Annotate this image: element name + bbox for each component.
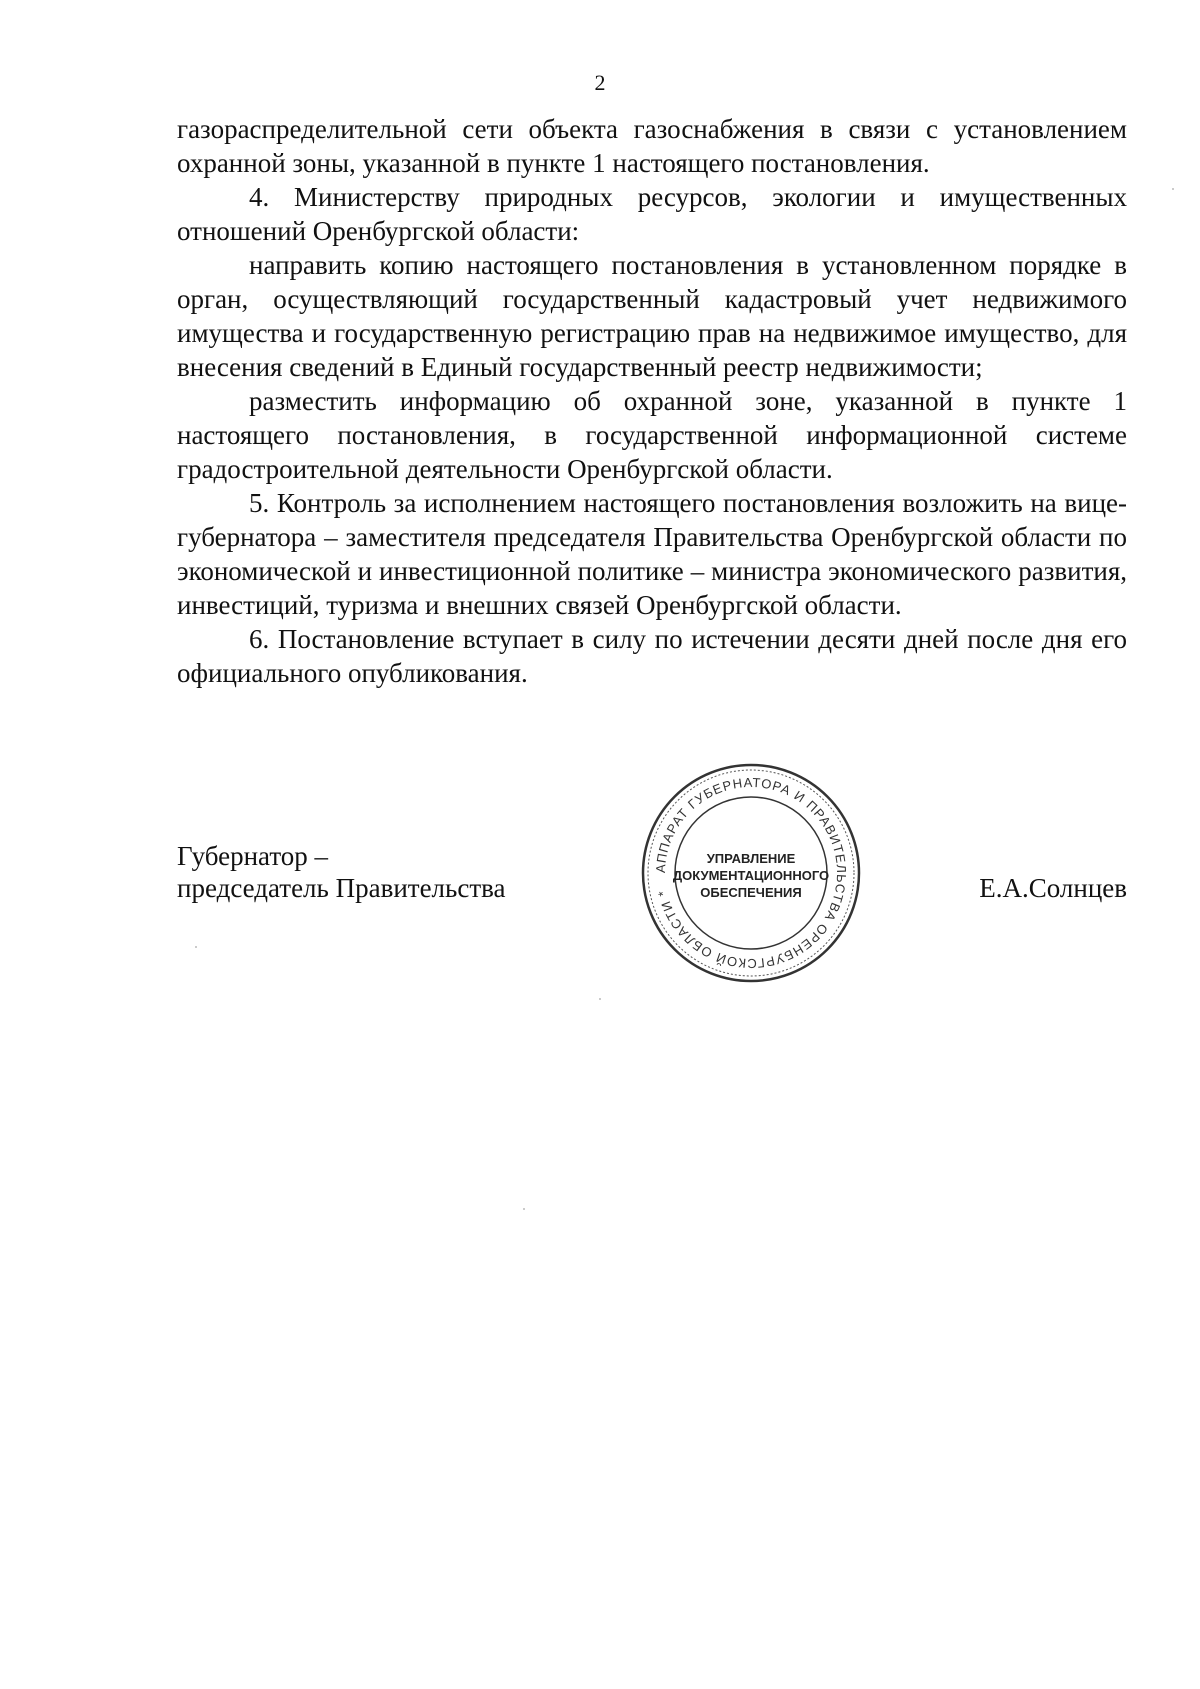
seal-center-line3: ОБЕСПЕЧЕНИЯ bbox=[700, 885, 802, 900]
signatory-position-line2: председатель Правительства bbox=[177, 873, 506, 903]
signatory-position bbox=[177, 840, 506, 904]
scan-speck bbox=[599, 998, 601, 1000]
paragraph-subitem-publish-info: разместить информацию об охранной зоне, указанной в пункте 1 настоящего постановления, в государственной информационной системе градостроительной деятельности Оренбургской области. bbox=[177, 386, 1127, 484]
seal-ring-text: АППАРАТ ГУБЕРНАТОРА И ПРАВИТЕЛЬСТВА ОРЕНБУРГСКОЙ ОБЛАСТИ * bbox=[652, 774, 850, 972]
paragraph-item-6: 6. Постановление вступает в силу по истечении десяти дней после дня его официального опубликования. bbox=[177, 624, 1127, 688]
seal-center-line2: ДОКУМЕНТАЦИОННОГО bbox=[672, 868, 830, 883]
signatory-name: Е.А.Солнцев bbox=[979, 873, 1127, 903]
paragraph-continuation: газораспределительной сети объекта газоснабжения в связи с установлением охранной зоны, указанной в пункте 1 настоящего постановления. bbox=[177, 114, 1127, 178]
seal-center-text bbox=[660, 850, 842, 901]
scan-speck bbox=[1172, 188, 1174, 190]
document-body bbox=[177, 112, 1127, 690]
paragraph-item-4: 4. Министерству природных ресурсов, экологии и имущественных отношений Оренбургской области: bbox=[177, 182, 1127, 246]
scan-speck bbox=[523, 1208, 525, 1210]
paragraph-subitem-send-copy: направить копию настоящего постановления в установленном порядке в орган, осуществляющий государственный кадастровый учет недвижимого имущества и государственную регистрацию прав на недвижимое имущество, для внесения сведений в Единый государственный реестр недвижимости; bbox=[177, 250, 1127, 382]
paragraph-item-5: 5. Контроль за исполнением настоящего постановления возложить на вице-губернатора – заместителя председателя Правительства Оренбургской области по экономической и инвестиционной политике – министра экономического развития, инвестиций, туризма и внешних связей Оренбургской области. bbox=[177, 488, 1127, 620]
page-number: 2 bbox=[594, 70, 606, 95]
official-seal bbox=[640, 762, 862, 984]
signatory-position-line1: Губернатор – bbox=[177, 841, 329, 871]
seal-center-line1: УПРАВЛЕНИЕ bbox=[706, 851, 796, 866]
scan-speck bbox=[195, 946, 197, 948]
